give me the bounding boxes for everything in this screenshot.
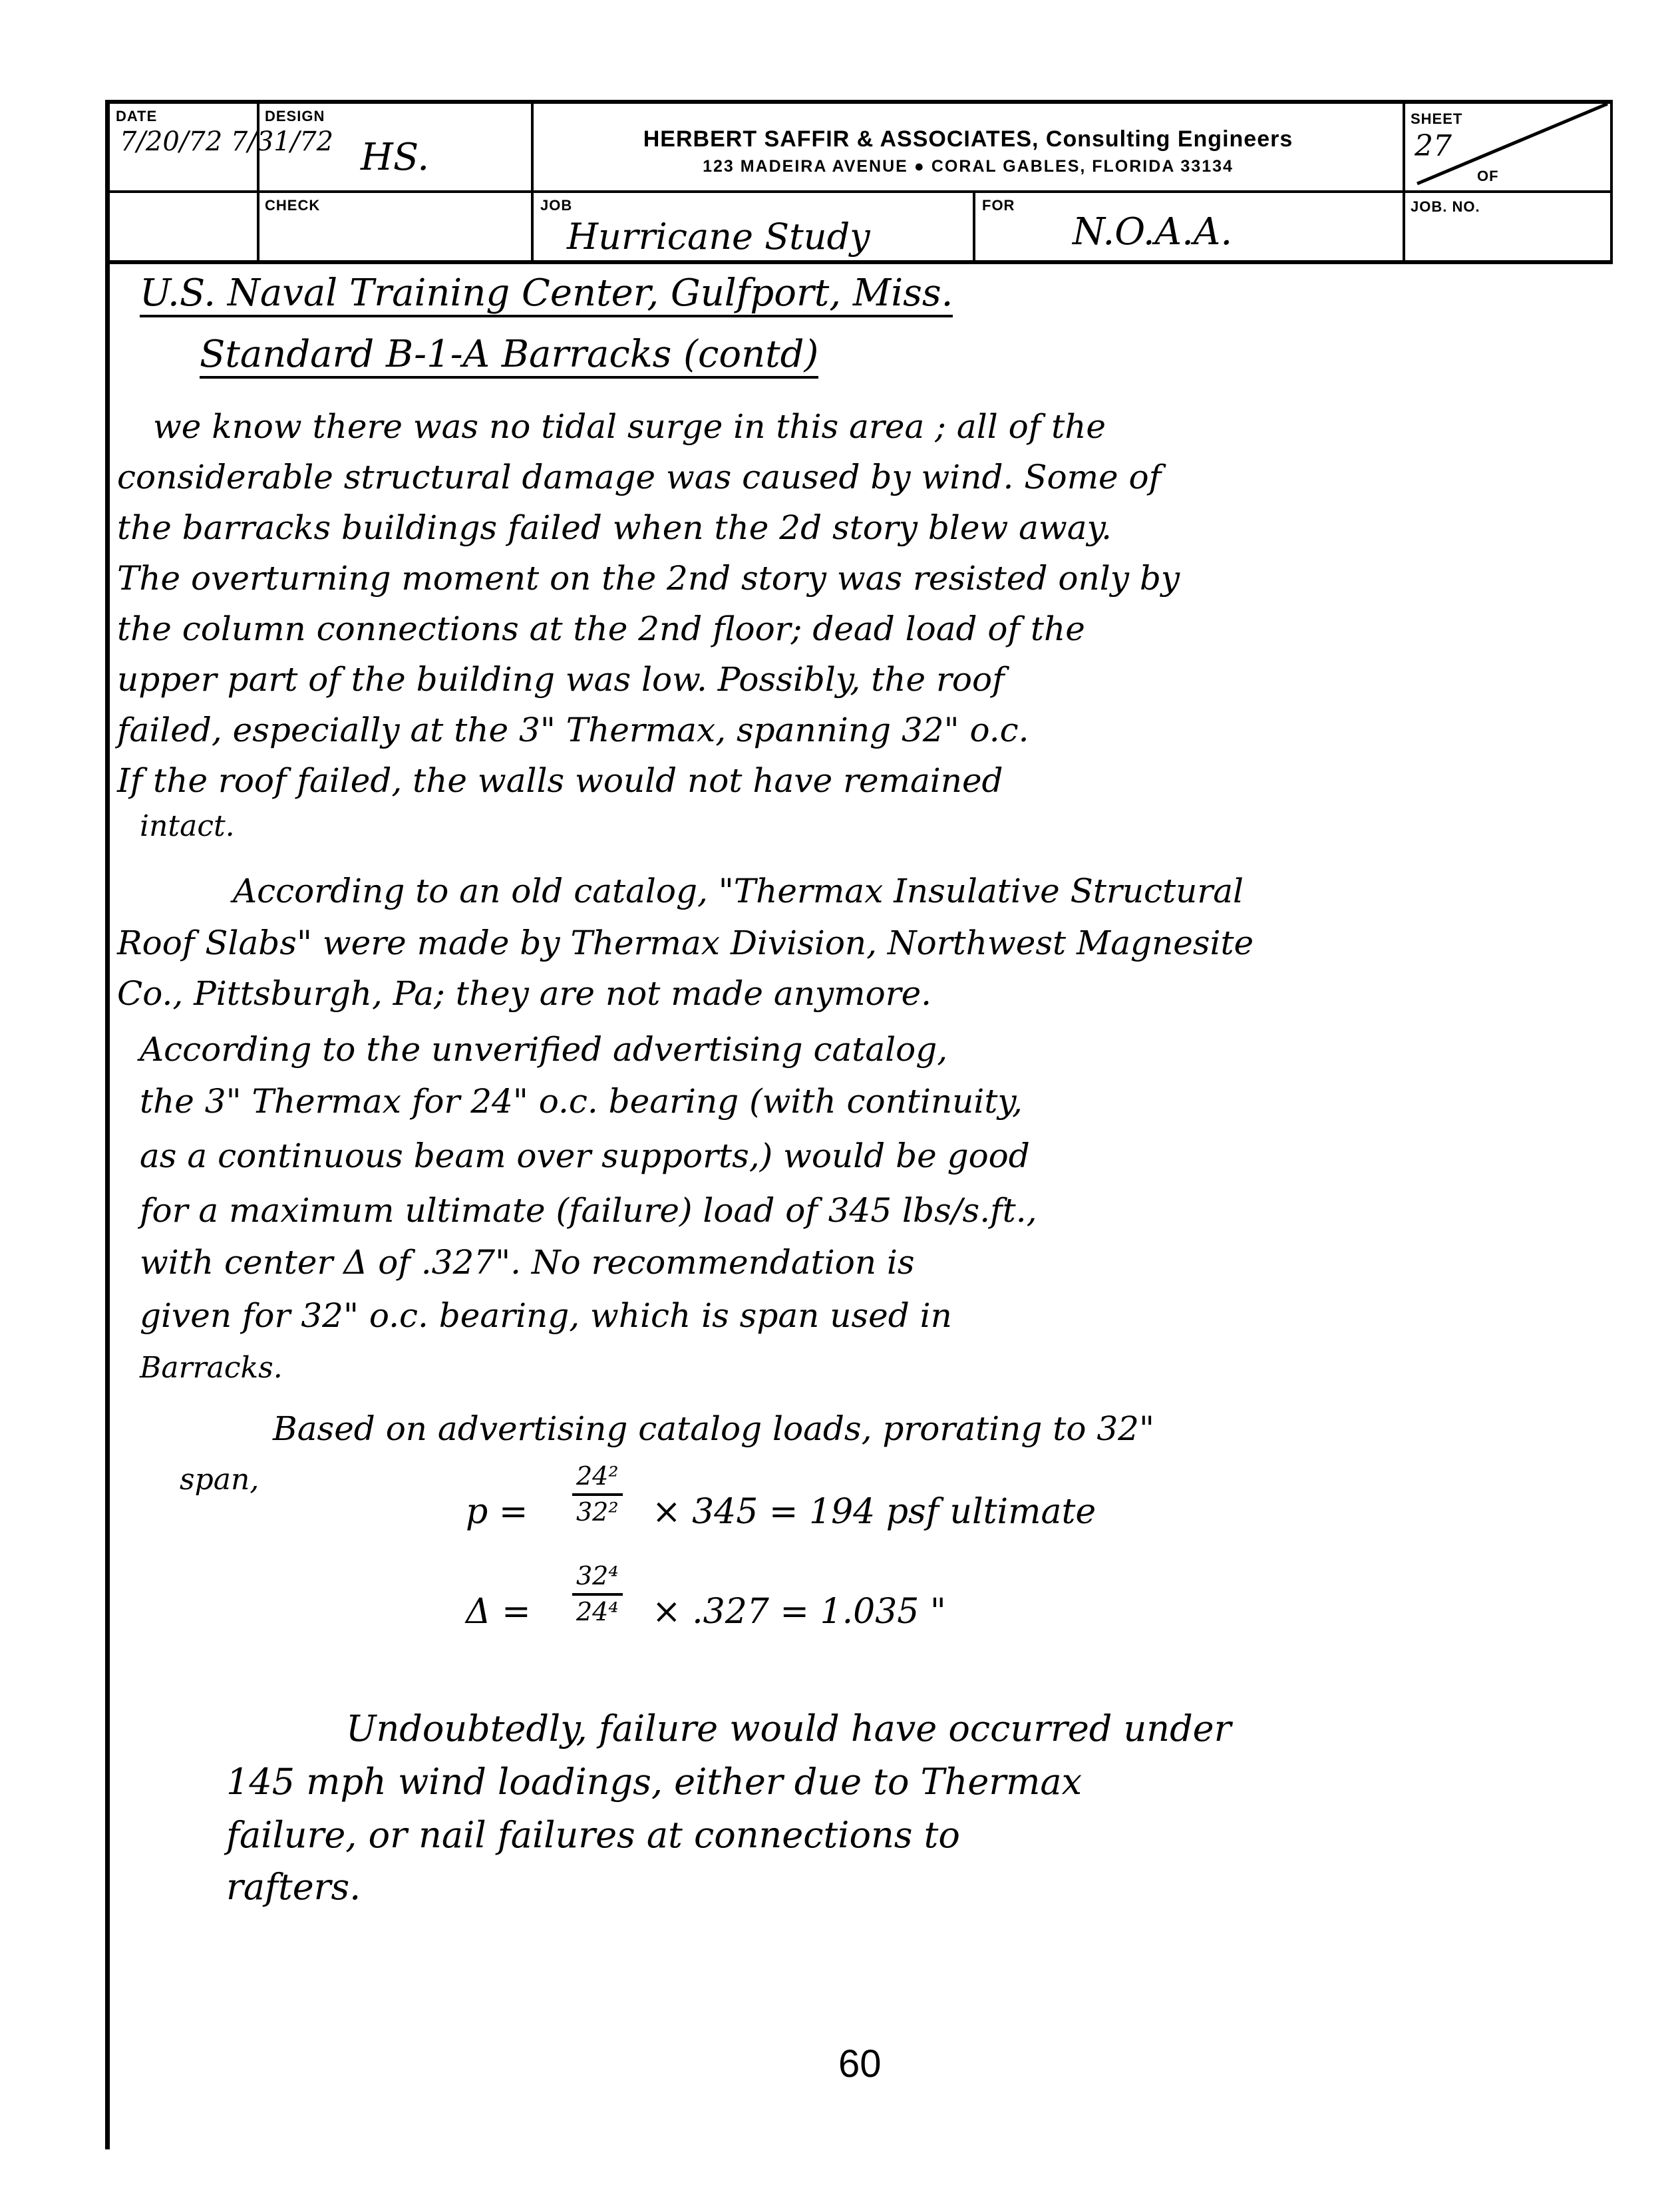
- body-line: considerable structural damage was caused by wind. Some of: [117, 458, 1162, 496]
- conclusion-line: rafters.: [226, 1866, 361, 1908]
- formula-d-denominator: 24⁴: [576, 1597, 619, 1626]
- sheet-value: 27: [1415, 129, 1452, 163]
- body-line: as a continuous beam over supports,) would be good: [140, 1137, 1030, 1175]
- date-label: DATE: [116, 108, 158, 124]
- job-no-label: JOB. NO.: [1411, 198, 1480, 215]
- job-value: Hurricane Study: [567, 216, 870, 258]
- formula-p-denominator: 32²: [576, 1497, 619, 1527]
- sheet-label: SHEET: [1411, 110, 1463, 127]
- firm-header: [534, 104, 1403, 190]
- heading-line-1: U.S. Naval Training Center, Gulfport, Miss.: [140, 272, 953, 317]
- body-line: the barracks buildings failed when the 2d story blew away.: [117, 508, 1112, 547]
- body-line: upper part of the building was low. Possibly, the roof: [117, 660, 1005, 699]
- body-line: failed, especially at the 3" Thermax, spanning 32" o.c.: [117, 711, 1029, 749]
- body-line: The overturning moment on the 2nd story was resisted only by: [117, 559, 1180, 598]
- body-line: the column connections at the 2nd floor; dead load of the: [117, 610, 1085, 648]
- firm-name: HERBERT SAFFIR & ASSOCIATES, Consulting Engineers: [643, 126, 1293, 152]
- firm-address: 123 MADEIRA AVENUE ● CORAL GABLES, FLORIDA 33134: [703, 157, 1234, 176]
- date-value: 7/20/72 7/31/72: [120, 126, 334, 157]
- conclusion-line: failure, or nail failures at connections to: [226, 1814, 960, 1856]
- conclusion-line: 145 mph wind loadings, either due to Thermax: [226, 1761, 1083, 1803]
- formula-p-numerator: 24²: [572, 1461, 623, 1496]
- body-line: If the roof failed, the walls would not have remained: [117, 761, 1003, 800]
- job-label: JOB: [540, 197, 573, 214]
- of-label: OF: [1477, 168, 1499, 184]
- body-line: given for 32" o.c. bearing, which is span used in: [140, 1296, 952, 1335]
- design-value: HS.: [361, 136, 430, 179]
- divider-row: [108, 190, 1610, 193]
- body-line: According to an old catalog, "Thermax Insulative Structural: [233, 872, 1244, 910]
- for-value: N.O.A.A.: [1073, 210, 1233, 254]
- formula-d-lhs: Δ =: [466, 1592, 531, 1632]
- body-line: the 3" Thermax for 24" o.c. bearing (with continuity,: [140, 1082, 1023, 1121]
- body-line: with center Δ of .327". No recommendation is: [140, 1243, 915, 1282]
- body-line: Based on advertising catalog loads, prorating to 32": [273, 1409, 1154, 1448]
- formula-p-rhs: × 345 = 194 psf ultimate: [652, 1492, 1096, 1532]
- formula-d-numerator: 32⁴: [572, 1561, 623, 1596]
- formula-d-rhs: × .327 = 1.035 ": [652, 1592, 946, 1632]
- title-block: [108, 100, 1613, 264]
- design-label: DESIGN: [265, 108, 325, 124]
- body-line: Roof Slabs" were made by Thermax Division, Northwest Magnesite: [117, 924, 1254, 962]
- conclusion-line: Undoubtedly, failure would have occurred under: [346, 1708, 1232, 1749]
- body-line: intact.: [140, 809, 235, 843]
- left-margin-rule: [105, 100, 110, 2149]
- sheet-diagonal-line: [1404, 104, 1610, 190]
- for-label: FOR: [982, 197, 1015, 214]
- body-line: we know there was no tidal surge in this area ; all of the: [153, 407, 1106, 446]
- body-line: According to the unverified advertising catalog,: [140, 1030, 948, 1069]
- body-line: Barracks.: [140, 1351, 283, 1385]
- formula-p-fraction: [572, 1461, 623, 1527]
- heading-line-2: Standard B-1-A Barracks (contd): [200, 333, 818, 379]
- formula-p-lhs: p =: [466, 1492, 528, 1532]
- body-line: span,: [180, 1463, 259, 1497]
- page-number: 60: [838, 2042, 882, 2086]
- check-label: CHECK: [265, 197, 321, 214]
- body-line: Co., Pittsburgh, Pa; they are not made anymore.: [117, 974, 932, 1013]
- formula-d-fraction: [572, 1561, 623, 1626]
- divider-job-for: [973, 192, 975, 264]
- body-line: for a maximum ultimate (failure) load of 345 lbs/s.ft.,: [140, 1191, 1037, 1230]
